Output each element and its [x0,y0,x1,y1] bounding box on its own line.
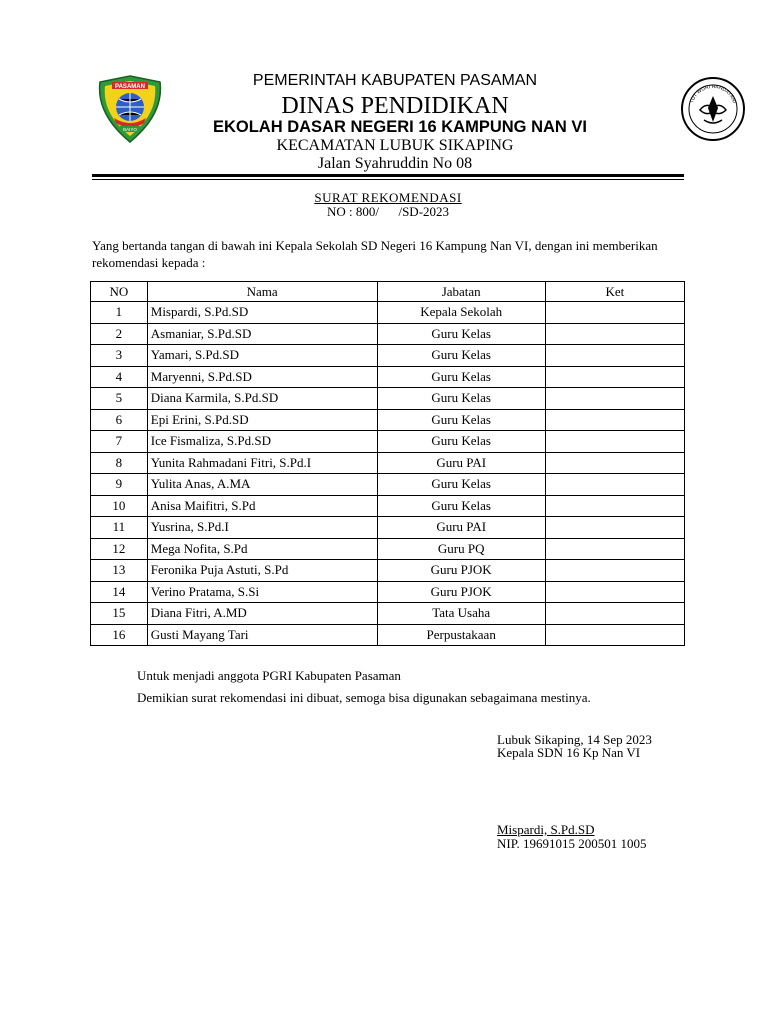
cell-no: 16 [91,624,148,646]
logo-motto: TUT WURI HANDAYANI [688,83,738,105]
cell-jabatan: Perpustakaan [377,624,545,646]
table-row [91,624,685,646]
table-row [91,560,685,582]
cell-ket [545,581,684,603]
letter-title: SURAT REKOMENDASI [314,190,462,205]
cell-ket [545,517,684,539]
cell-no: 12 [91,538,148,560]
table-row [91,431,685,453]
cell-jabatan: Guru PJOK [377,560,545,582]
cell-jabatan: Guru Kelas [377,431,545,453]
department-name: DINAS PENDIDIKAN [281,93,509,119]
signature-place-date: Lubuk Sikaping, 14 Sep 2023 [497,732,652,747]
cell-no: 14 [91,581,148,603]
purpose-text: Untuk menjadi anggota PGRI Kabupaten Pasaman [137,668,401,683]
cell-no: 6 [91,409,148,431]
table-row [91,603,685,625]
table-row [91,474,685,496]
cell-no: 4 [91,366,148,388]
logo-label-top: PASAMAN [115,84,145,90]
cell-no: 15 [91,603,148,625]
header-no: NO [91,282,148,302]
cell-nama: Diana Karmila, S.Pd.SD [147,388,377,410]
cell-ket [545,603,684,625]
cell-jabatan: Guru Kelas [377,323,545,345]
cell-jabatan: Tata Usaha [377,603,545,625]
cell-no: 7 [91,431,148,453]
cell-ket [545,323,684,345]
cell-ket [545,345,684,367]
cell-nama: Feronika Puja Astuti, S.Pd [147,560,377,582]
cell-nama: Gusti Mayang Tari [147,624,377,646]
cell-ket [545,560,684,582]
signature-title: Kepala SDN 16 Kp Nan VI [497,745,641,760]
cell-no: 9 [91,474,148,496]
cell-ket [545,388,684,410]
table-row [91,366,685,388]
header-ket: Ket [545,282,684,302]
cell-ket [545,431,684,453]
table-row [91,517,685,539]
table-row [91,452,685,474]
closing-text: Demikian surat rekomendasi ini dibuat, semoga bisa digunakan sebagaimana mestinya. [137,690,591,705]
logo-label-bottom: BAIYO [123,127,137,132]
table-header-row [91,282,685,302]
table-row [91,538,685,560]
cell-nama: Mispardi, S.Pd.SD [147,302,377,324]
table-row [91,409,685,431]
table-row [91,388,685,410]
cell-jabatan: Kepala Sekolah [377,302,545,324]
cell-jabatan: Guru PAI [377,517,545,539]
cell-nama: Yusrina, S.Pd.I [147,517,377,539]
tut-wuri-handayani-logo [680,76,746,142]
intro-paragraph: Yang bertanda tangan di bawah ini Kepala Sekolah SD Negeri 16 Kampung Nan VI, dengan ini memberikan rekomendasi kepada : [92,238,658,270]
cell-ket [545,624,684,646]
cell-nama: Ice Fismaliza, S.Pd.SD [147,431,377,453]
signatory-nip: NIP. 19691015 200501 1005 [497,836,647,851]
letter-number: NO : 800/ /SD-2023 [326,204,450,219]
recommendation-table [90,281,685,646]
table-row [91,302,685,324]
cell-jabatan: Guru PQ [377,538,545,560]
signatory-name: Mispardi, S.Pd.SD [497,822,595,837]
cell-jabatan: Guru PAI [377,452,545,474]
cell-nama: Mega Nofita, S.Pd [147,538,377,560]
cell-nama: Verino Pratama, S.Si [147,581,377,603]
cell-ket [545,452,684,474]
letterhead-divider-thick [92,174,684,177]
cell-jabatan: Guru Kelas [377,345,545,367]
letterhead-divider-thin [92,179,684,180]
cell-no: 13 [91,560,148,582]
cell-ket [545,474,684,496]
table-row [91,345,685,367]
cell-no: 2 [91,323,148,345]
school-name: EKOLAH DASAR NEGERI 16 KAMPUNG NAN VI [212,118,588,136]
cell-jabatan: Guru Kelas [377,366,545,388]
cell-nama: Yulita Anas, A.MA [147,474,377,496]
cell-ket [545,409,684,431]
header-nama: Nama [147,282,377,302]
cell-jabatan: Guru Kelas [377,388,545,410]
cell-jabatan: Guru PJOK [377,581,545,603]
district-name: KECAMATAN LUBUK SIKAPING [276,137,514,154]
cell-ket [545,366,684,388]
cell-ket [545,538,684,560]
cell-nama: Yamari, S.Pd.SD [147,345,377,367]
table-row [91,495,685,517]
cell-ket [545,302,684,324]
cell-nama: Yunita Rahmadani Fitri, S.Pd.I [147,452,377,474]
header-jabatan: Jabatan [377,282,545,302]
cell-no: 11 [91,517,148,539]
cell-no: 1 [91,302,148,324]
cell-nama: Diana Fitri, A.MD [147,603,377,625]
cell-no: 8 [91,452,148,474]
cell-nama: Anisa Maifitri, S.Pd [147,495,377,517]
school-address: Jalan Syahruddin No 08 [317,155,473,172]
government-name: PEMERINTAH KABUPATEN PASAMAN [252,72,538,89]
table-row [91,323,685,345]
cell-nama: Maryenni, S.Pd.SD [147,366,377,388]
cell-nama: Asmaniar, S.Pd.SD [147,323,377,345]
cell-no: 10 [91,495,148,517]
cell-no: 5 [91,388,148,410]
cell-jabatan: Guru Kelas [377,474,545,496]
cell-jabatan: Guru Kelas [377,495,545,517]
cell-jabatan: Guru Kelas [377,409,545,431]
cell-nama: Epi Erini, S.Pd.SD [147,409,377,431]
table-row [91,581,685,603]
cell-ket [545,495,684,517]
cell-no: 3 [91,345,148,367]
